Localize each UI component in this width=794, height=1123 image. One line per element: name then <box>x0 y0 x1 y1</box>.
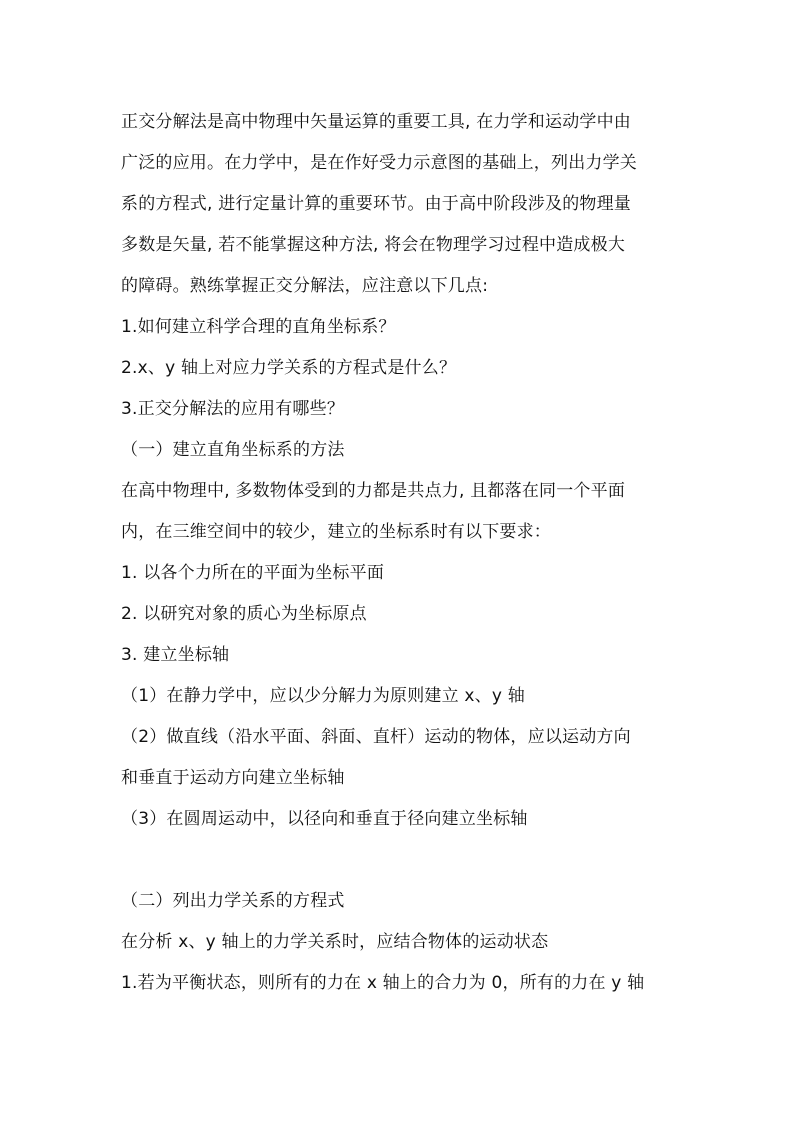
intro-line: 正交分解法是高中物理中矢量运算的重要工具, 在力学和运动学中由 <box>121 112 632 132</box>
section1-paragraph-line: 内，在三维空间中的较少，建立的坐标系时有以下要求： <box>121 522 551 542</box>
section1-heading: （一）建立直角坐标系的方法 <box>121 440 345 460</box>
intro-line: 的障碍。熟练掌握正交分解法，应注意以下几点: <box>121 276 489 296</box>
section1-paragraph-line: 在高中物理中, 多数物体受到的力都是共点力, 且都落在同一个平面 <box>121 481 626 501</box>
intro-line: 广泛的应用。在力学中，是在作好受力示意图的基础上，列出力学关 <box>121 153 637 173</box>
question-item: 2.x、y 轴上对应力学关系的方程式是什么？ <box>121 358 457 378</box>
blank-line <box>121 840 681 881</box>
intro-line: 系的方程式, 进行定量计算的重要环节。由于高中阶段涉及的物理量 <box>121 194 632 214</box>
section2-line: 1.若为平衡状态，则所有的力在 x 轴上的合力为 0，所有的力在 y 轴 <box>121 973 645 993</box>
section1-item: 2. 以研究对象的质心为坐标原点 <box>121 604 367 624</box>
section2-line: 在分析 x、y 轴上的力学关系时，应结合物体的运动状态 <box>121 932 549 952</box>
section1-subitem: （3）在圆周运动中，以径向和垂直于径向建立坐标轴 <box>121 809 528 829</box>
question-item: 3.正交分解法的应用有哪些？ <box>121 399 345 419</box>
section1-subitem: 和垂直于运动方向建立坐标轴 <box>121 768 345 788</box>
section1-subitem: （2）做直线（沿水平面、斜面、直杆）运动的物体，应以运动方向 <box>121 727 631 747</box>
section1-item: 3. 建立坐标轴 <box>121 645 230 665</box>
document-body <box>121 102 681 1004</box>
section2-heading: （二）列出力学关系的方程式 <box>121 891 345 911</box>
section1-subitem: （1）在静力学中，应以少分解力为原则建立 x、y 轴 <box>121 686 525 706</box>
intro-line: 多数是矢量, 若不能掌握这种方法, 将会在物理学习过程中造成极大 <box>121 235 626 255</box>
section1-item: 1. 以各个力所在的平面为坐标平面 <box>121 563 385 583</box>
question-item: 1.如何建立科学合理的直角坐标系？ <box>121 317 396 337</box>
